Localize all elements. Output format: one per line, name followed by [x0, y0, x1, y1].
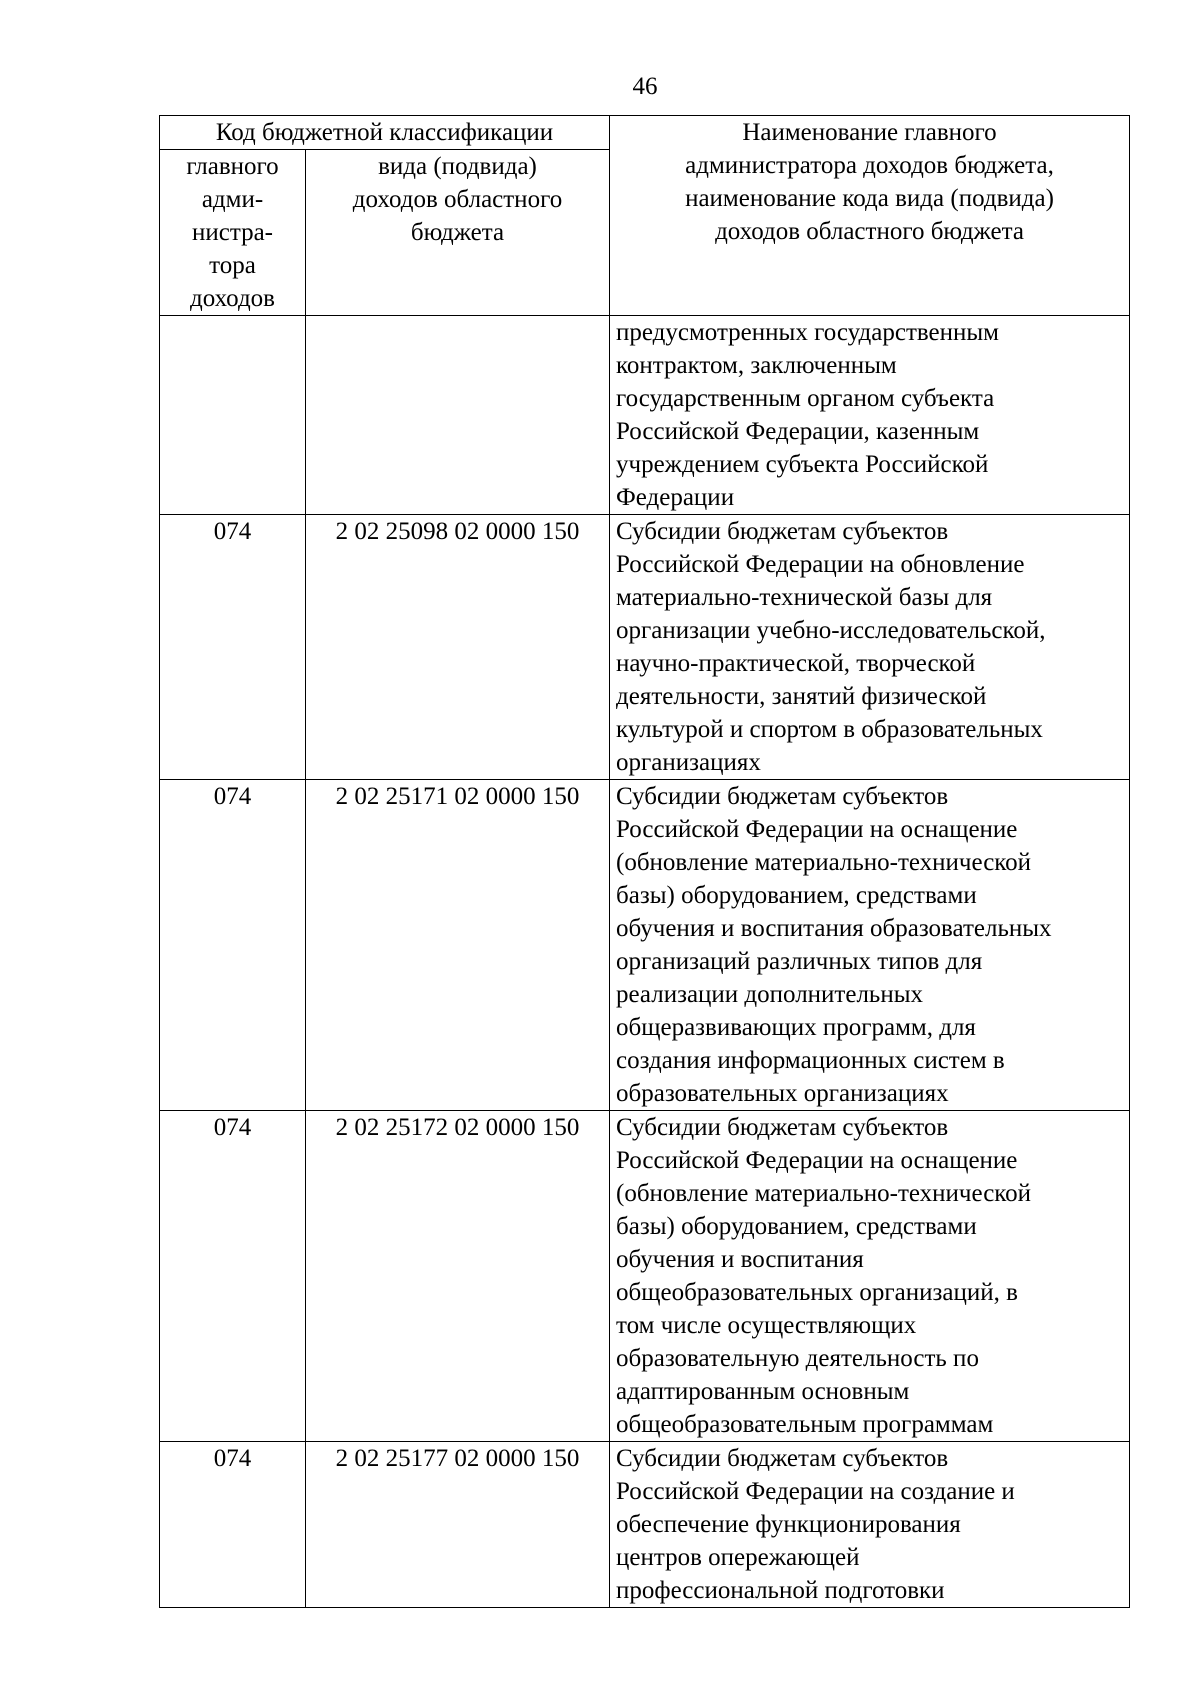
- admin-code-cell: [160, 316, 306, 515]
- description-line: деятельности, занятий физической: [616, 683, 987, 710]
- description-line: организациях: [616, 749, 761, 776]
- vid-code-cell: 2 02 25171 02 0000 150: [306, 780, 610, 1111]
- table-body: [160, 316, 1130, 1608]
- description-line: Субсидии бюджетам субъектов: [616, 1445, 949, 1472]
- description-line: создания информационных систем в: [616, 1047, 1005, 1074]
- description-line: общеразвивающих программ, для: [616, 1014, 976, 1041]
- admin-code-cell: 074: [160, 1442, 306, 1608]
- description-line: Российской Федерации на создание и: [616, 1478, 1015, 1505]
- description-line: организаций различных типов для: [616, 948, 983, 975]
- table-row: [160, 515, 1130, 780]
- description-cell: [610, 515, 1130, 780]
- admin-code-cell: 074: [160, 780, 306, 1111]
- header-admin-line: тора: [209, 252, 256, 279]
- header-vid-line: доходов областного: [352, 186, 563, 213]
- description-cell: [610, 780, 1130, 1111]
- description-line: реализации дополнительных: [616, 981, 924, 1008]
- vid-code-cell: 2 02 25177 02 0000 150: [306, 1442, 610, 1608]
- header-admin-line: доходов: [190, 285, 275, 312]
- description-cell: [610, 1111, 1130, 1442]
- description-line: образовательную деятельность по: [616, 1345, 979, 1372]
- description-line: Российской Федерации на оснащение: [616, 1147, 1018, 1174]
- header-name-line: Наименование главного: [742, 119, 997, 146]
- page-number: 46: [632, 73, 658, 100]
- description-line: научно-практической, творческой: [616, 650, 976, 677]
- budget-classification-table: [159, 115, 1130, 1608]
- description-line: образовательных организациях: [616, 1080, 949, 1107]
- description-line: Российской Федерации на оснащение: [616, 816, 1018, 843]
- header-row-group: [160, 116, 1130, 150]
- description-line: (обновление материально-технической: [616, 849, 1032, 876]
- description-line: (обновление материально-технической: [616, 1180, 1032, 1207]
- description-line: адаптированным основным: [616, 1378, 910, 1405]
- description-line: организации учебно-исследовательской,: [616, 617, 1046, 644]
- description-line: государственным органом субъекта: [616, 385, 995, 412]
- description-line: культурой и спортом в образовательных: [616, 716, 1043, 743]
- header-vid-column: [306, 150, 610, 316]
- description-line: базы) оборудованием, средствами: [616, 1213, 977, 1240]
- admin-code-cell: 074: [160, 515, 306, 780]
- table-row: [160, 1442, 1130, 1608]
- header-admin-line: главного: [186, 153, 279, 180]
- description-line: обучения и воспитания: [616, 1246, 864, 1273]
- header-admin-line: адми-: [201, 186, 264, 213]
- table-row: [160, 780, 1130, 1111]
- description-line: предусмотренных государственным: [616, 319, 999, 346]
- description-cell: [610, 1442, 1130, 1608]
- description-line: контрактом, заключенным: [616, 352, 897, 379]
- description-line: Субсидии бюджетам субъектов: [616, 1114, 949, 1141]
- vid-code-cell: [306, 316, 610, 515]
- description-line: учреждением субъекта Российской: [616, 451, 989, 478]
- description-line: центров опережающей: [616, 1544, 860, 1571]
- table-row: [160, 1111, 1130, 1442]
- description-line: обеспечение функционирования: [616, 1511, 961, 1538]
- header-name-column: [610, 116, 1130, 316]
- description-line: том числе осуществляющих: [616, 1312, 917, 1339]
- description-line: материально-технической базы для: [616, 584, 993, 611]
- header-admin-column: [160, 150, 306, 316]
- admin-code-cell: 074: [160, 1111, 306, 1442]
- description-line: Субсидии бюджетам субъектов: [616, 518, 949, 545]
- vid-code-cell: 2 02 25098 02 0000 150: [306, 515, 610, 780]
- description-line: Федерации: [616, 484, 735, 511]
- header-name-line: администратора доходов бюджета,: [685, 152, 1054, 179]
- vid-code-cell: 2 02 25172 02 0000 150: [306, 1111, 610, 1442]
- description-cell: [610, 316, 1130, 515]
- header-vid-line: вида (подвида): [378, 153, 537, 180]
- table-row: [160, 316, 1130, 515]
- header-admin-line: нистра-: [191, 219, 273, 246]
- description-line: обучения и воспитания образовательных: [616, 915, 1052, 942]
- description-line: профессиональной подготовки: [616, 1577, 945, 1604]
- description-line: Субсидии бюджетам субъектов: [616, 783, 949, 810]
- header-name-line: доходов областного бюджета: [715, 218, 1024, 245]
- header-name-line: наименование кода вида (подвида): [685, 185, 1054, 212]
- description-line: общеобразовательных организаций, в: [616, 1279, 1018, 1306]
- description-line: базы) оборудованием, средствами: [616, 882, 977, 909]
- header-vid-line: бюджета: [410, 219, 505, 246]
- header-budget-code-group: Код бюджетной классификации: [160, 116, 610, 150]
- description-line: Российской Федерации, казенным: [616, 418, 980, 445]
- description-line: общеобразовательным программам: [616, 1411, 994, 1438]
- table-header: [160, 116, 1130, 316]
- description-line: Российской Федерации на обновление: [616, 551, 1025, 578]
